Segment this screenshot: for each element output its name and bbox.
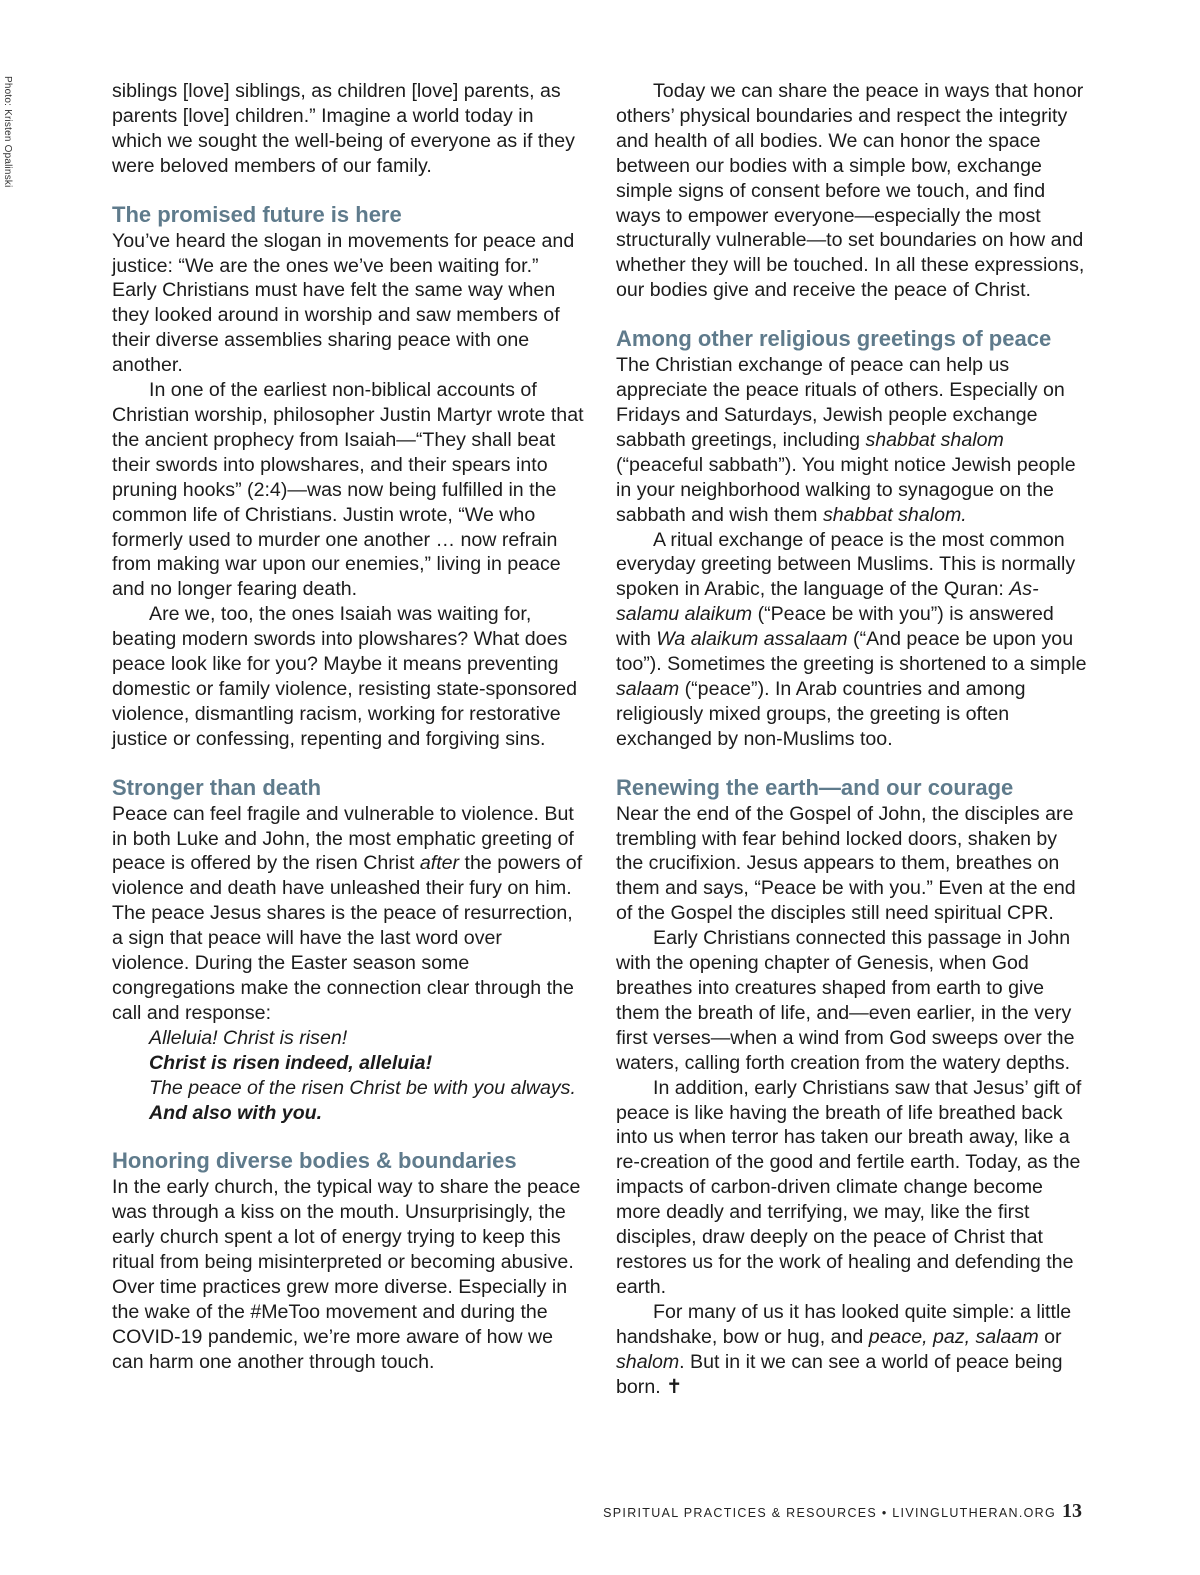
response-line: And also with you.: [149, 1101, 323, 1124]
emphasis: salaam: [616, 677, 680, 700]
page-footer: [603, 1500, 1082, 1523]
text-run: For many of us it has looked quite simple: a little handshake, bow or hug, and: [616, 1300, 1072, 1348]
emphasis: Wa alaikum assalaam: [656, 628, 848, 651]
section-heading-religious-greetings: Among other religious greetings of peace: [616, 326, 1052, 352]
text-run: (“peaceful sabbath”). You might notice Jewish people in your neighborhood walking to synagogue on the sabbath and wish them: [616, 453, 1076, 526]
response-line: Christ is risen indeed, alleluia!: [149, 1051, 433, 1074]
paragraph: In the early church, the typical way to share the peace was through a kiss on the mouth. Unsurprisingly, the early church spent a lot of energy trying to keep this ritual from being misinterpreted or becoming abusive. Over time practices grew more diverse. Especially in the wake of the #MeToo movement and during the COVID-19 pandemic, we’re more aware of how we can harm one another through touch.: [112, 1176, 581, 1373]
paragraph: [616, 528, 1088, 752]
text-run: (“And peace be upon you too”). Sometimes the greeting is shortened to a simple: [616, 628, 1087, 676]
emphasis: after: [419, 852, 460, 875]
right-column: [616, 79, 1088, 1399]
text-run: A ritual exchange of peace is the most common everyday greeting between Muslims. This is normally spoken in Arabic, the language of the Quran:: [616, 528, 1076, 601]
paragraph: siblings [love] siblings, as children [love] parents, as parents [love] children.” Imagine a world today in which we sought the well-being of everyone as if they were beloved members of our family.: [112, 80, 575, 177]
text-run: Peace can feel fragile and vulnerable to violence. But in both Luke and John, the most emphatic greeting of peace is offered by the risen Christ: [112, 802, 574, 875]
emphasis: shalom: [616, 1350, 680, 1373]
paragraph: Early Christians connected this passage in John with the opening chapter of Genesis, when God breathes into creatures shaped from earth to give them the breath of life, and—even earlier, in the very first verses—when a wind from God sweeps over the waters, calling forth creation from the watery depths.: [616, 927, 1075, 1074]
paragraph: [112, 802, 584, 1026]
paragraph: In one of the earliest non-biblical accounts of Christian worship, philosopher Justin Martyr wrote that the ancient prophecy from Isaiah—“They shall beat their swords into plowshares, and their spears into pruning hooks” (2:4)—was now being fulfilled in the common life of Christians. Justin wrote, “We who formerly used to murder one another … now refrain from making war upon our enemies,” living in peace and no longer fearing death.: [112, 379, 584, 601]
emphasis: shabbat shalom.: [822, 503, 967, 526]
section-heading-promised-future: The promised future is here: [112, 201, 402, 227]
section-heading-stronger-than-death: Stronger than death: [112, 774, 322, 800]
text-run: . But in it we can see a world of peace being born.: [616, 1350, 1063, 1398]
paragraph: [616, 1300, 1088, 1400]
text-run: or: [1038, 1325, 1062, 1348]
page-number: 13: [1062, 1500, 1082, 1522]
paragraph: Today we can share the peace in ways that honor others’ physical boundaries and respect the integrity and health of all bodies. We can honor the space between our bodies with a simple bow, exchange simple signs of consent before we touch, and find ways to empower everyone—especially the most structurally vulnerable—to set boundaries on how and whether they will be touched. In all these expressions, our bodies give and receive the peace of Christ.: [616, 80, 1085, 302]
emphasis: peace, paz, salaam: [868, 1325, 1039, 1348]
left-column: [112, 79, 584, 1375]
call-line: Alleluia! Christ is risen!: [149, 1026, 348, 1049]
paragraph: [616, 353, 1088, 527]
section-heading-honoring-bodies: Honoring diverse bodies & boundaries: [112, 1148, 517, 1174]
text-run: (“peace”). In Arab countries and among religiously mixed groups, the greeting is often exchanged by non-Muslims too.: [616, 677, 1026, 750]
call-and-response: [112, 1026, 584, 1126]
photo-credit: Photo: Kristen Opalinski: [2, 76, 13, 188]
text-run: the powers of violence and death have unleashed their fury on him. The peace Jesus shares is the peace of resurrection, a sign that peace will have the last word over violence. During the Easter season some congregations make the connection clear through the call and response:: [112, 852, 583, 1024]
footer-section-label: SPIRITUAL PRACTICES & RESOURCES • LIVINGLUTHERAN.ORG: [603, 1506, 1056, 1520]
section-heading-renewing-earth: Renewing the earth—and our courage: [616, 774, 1014, 800]
paragraph: In addition, early Christians saw that Jesus’ gift of peace is like having the breath of life breathed back into us when terror has taken our breath away, like a re-creation of the good and fertile earth. Today, as the impacts of carbon-driven climate change become more deadly and terrifying, we may, like the first disciples, draw deeply on the peace of Christ that restores us for the work of healing and defending the earth.: [616, 1076, 1082, 1298]
paragraph: Near the end of the Gospel of John, the disciples are trembling with fear behind locked doors, shaken by the crucifixion. Jesus appears to them, breathes on them and says, “Peace be with you.” Even at the end of the Gospel the disciples still need spiritual CPR.: [616, 802, 1076, 925]
cross-end-mark-icon: ✝: [666, 1375, 683, 1398]
text-run: (“Peace be with you”) is answered with: [616, 603, 1054, 651]
paragraph: Are we, too, the ones Isaiah was waiting for, beating modern swords into plowshares? What does peace look like for you? Maybe it means preventing domestic or family violence, resisting state-sponsored violence, dismantling racism, working for restorative justice or confessing, repenting and forgiving sins.: [112, 603, 578, 750]
emphasis: shabbat shalom: [865, 428, 1004, 451]
text-run: The Christian exchange of peace can help us appreciate the peace rituals of others. Especially on Fridays and Saturdays, Jewish people exchange sabbath greetings, including: [616, 354, 1065, 451]
call-line: The peace of the risen Christ be with you always.: [149, 1076, 576, 1099]
paragraph: You’ve heard the slogan in movements for peace and justice: “We are the ones we’ve been waiting for.” Early Christians must have felt the same way when they looked around in worship and saw members of their diverse assemblies sharing peace with one another.: [112, 229, 575, 377]
emphasis: As-salamu alaikum: [616, 578, 1039, 626]
